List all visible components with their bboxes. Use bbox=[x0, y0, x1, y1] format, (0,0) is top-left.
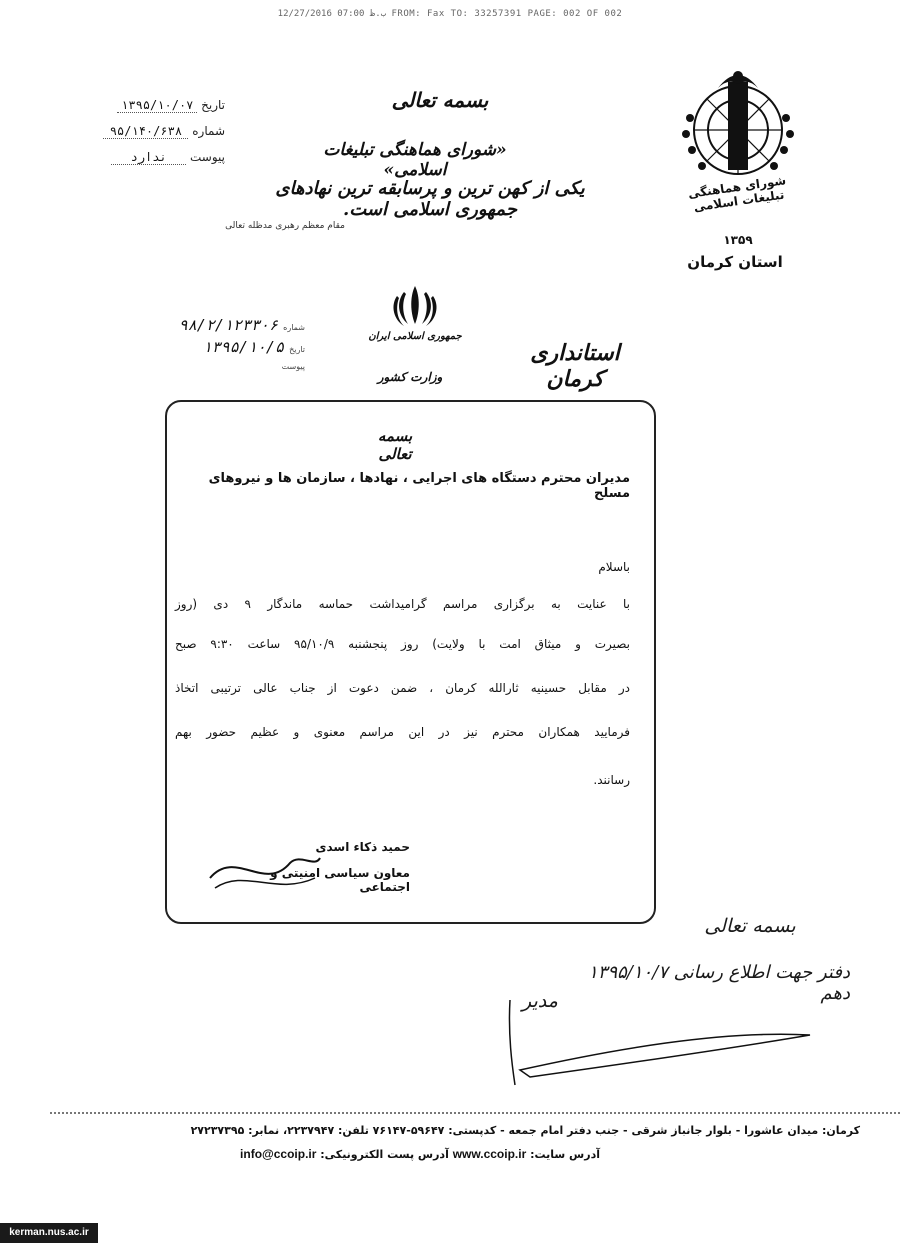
leader-credit: مقام معظم رهبری مدظله تعالی bbox=[225, 221, 345, 231]
letter-bismillah: بسمه تعالی bbox=[377, 427, 413, 463]
letter-line-4: فرمایید همکاران محترم نیز در این مراسم معنوی و عظیم حضور بهم bbox=[175, 725, 630, 739]
registration-number-label: شماره bbox=[283, 323, 305, 332]
council-logo bbox=[668, 68, 808, 243]
footer-rule bbox=[50, 1112, 900, 1114]
letter-greeting: باسلام bbox=[598, 560, 630, 574]
registration-date bbox=[165, 337, 305, 356]
letter-line-3: در مقابل حسینیه ثارالله کرمان ، ضمن دعوت از جناب عالی ترتیبی اتخاذ bbox=[175, 681, 630, 695]
meta-date bbox=[95, 98, 225, 113]
meta-date-value: ۱۳۹۵/۱۰/۰۷ bbox=[117, 98, 197, 113]
iran-emblem-icon bbox=[390, 282, 440, 330]
registration-number bbox=[145, 315, 305, 334]
footer-address: کرمان: میدان عاشورا - بلوار جانباز شرقی - جنب دفتر امام جمعه - کدپستی: ۵۹۶۴۷-۷۶۱۴۷ تلفن: ۲۲۳۷۹۴۷، نمابر: ۲۷۲۳۷۳۹۵ bbox=[190, 1124, 860, 1137]
letter-addressee: مدیران محترم دستگاه های اجرایی ، نهادها ، سازمان ها و نیروهای مسلح bbox=[208, 471, 630, 501]
footer-site-label: آدرس سایت: bbox=[530, 1148, 600, 1161]
handwritten-signature-icon bbox=[490, 995, 820, 1090]
letter-line-1: با عنایت به برگزاری مراسم گرامیداشت حماسه ماندگار ۹ دی (روز bbox=[175, 597, 630, 611]
handwritten-line-1: بسمه تعالی bbox=[704, 915, 796, 937]
registration-number-value: ۹۸/۲/۱۲۳۳۰۶ bbox=[178, 316, 279, 334]
meta-date-label: تاریخ bbox=[201, 98, 225, 112]
letter-line-2: بصیرت و میثاق امت با ولایت) روز پنجشنبه ۹۵/۱۰/۹ ساعت ۹:۳۰ صبح bbox=[175, 637, 630, 651]
footer-email-link[interactable]: info@ccoip.ir bbox=[240, 1147, 317, 1161]
emblem-republic: جمهوری اسلامی ایران bbox=[368, 331, 462, 342]
council-slogan: یکی از کهن ترین و پرسابقه ترین نهادهای جمهوری اسلامی است. bbox=[275, 178, 585, 220]
signer-title: معاون سیاسی امنیتی و اجتماعی bbox=[270, 866, 410, 894]
governor-title: استانداری کرمان bbox=[530, 340, 620, 392]
registration-date-value: ۱۳۹۵/۱۰/۵ bbox=[202, 338, 284, 356]
source-watermark: kerman.nus.ac.ir bbox=[0, 1223, 98, 1243]
meta-attachment bbox=[95, 150, 225, 165]
registration-date-label: تاریخ bbox=[289, 345, 305, 354]
emblem-ministry: وزارت کشور bbox=[377, 370, 443, 384]
meta-number-value: ۹۵/۱۴۰/۶۳۸ bbox=[103, 124, 188, 139]
handwritten-line-2: دفتر جهت اطلاع رسانی ۱۳۹۵/۱۰/۷ دهم bbox=[588, 962, 850, 1004]
registration-attachment-label: پیوست bbox=[281, 362, 305, 371]
logo-province: استان کرمان bbox=[687, 253, 783, 271]
handwritten-line-3: مدیر bbox=[522, 990, 558, 1012]
footer-site-link[interactable]: www.ccoip.ir bbox=[452, 1147, 527, 1161]
meta-attachment-value: ندارد bbox=[111, 150, 186, 165]
meta-number bbox=[95, 124, 225, 139]
header-bismillah: بسمه تعالی bbox=[391, 88, 489, 112]
meta-attachment-label: پیوست bbox=[190, 150, 225, 164]
meta-number-label: شماره bbox=[192, 124, 225, 138]
footer-email-label: آدرس پست الکترونیکی: bbox=[320, 1148, 449, 1161]
signer-name: حمید ذکاء اسدی bbox=[315, 840, 410, 854]
logo-org-name: شورای هماهنگی تبلیغات اسلامی bbox=[687, 173, 787, 215]
footer-web bbox=[200, 1147, 600, 1161]
council-name: «شورای هماهنگی تبلیغات اسلامی» bbox=[323, 140, 507, 180]
letter-line-5: رسانند. bbox=[593, 773, 630, 787]
fax-header: 12/27/2016 ب.ظ 07:00 FROM: Fax TO: 33257391 PAGE: 002 OF 002 bbox=[277, 9, 623, 19]
logo-year: ۱۳۵۹ bbox=[723, 233, 753, 247]
